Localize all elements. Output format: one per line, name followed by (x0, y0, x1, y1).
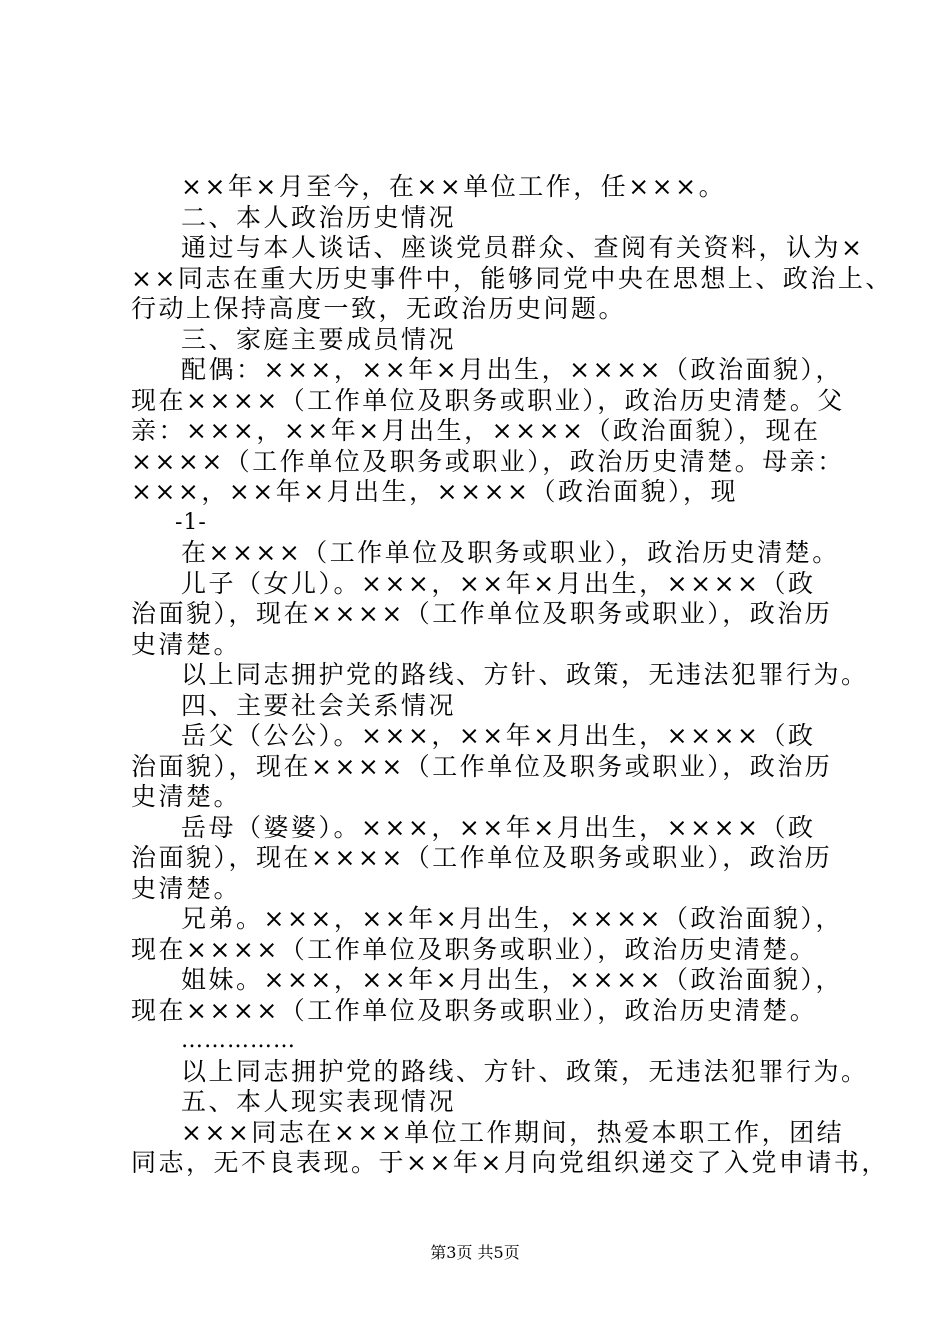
text-line: 儿子（女儿）。×××，××年×月出生，××××（政 (181, 568, 816, 598)
text-line: 现在××××（工作单位及职务或职业），政治历史清楚。父 (131, 385, 845, 415)
text-line: 在××××（工作单位及职务或职业），政治历史清楚。 (181, 538, 840, 567)
text-line: 五、本人现实表现情况 (181, 1087, 457, 1116)
text-line: 以上同志拥护党的路线、方针、政策，无违法犯罪行为。 (181, 1056, 869, 1086)
text-line: 史清楚。 (131, 873, 242, 903)
text-line: 三、家庭主要成员情况 (181, 324, 457, 354)
text-line: 治面貌），现在××××（工作单位及职务或职业），政治历 (131, 751, 833, 781)
text-line: 姐妹。×××，××年×月出生，××××（政治面貌）， (181, 965, 843, 994)
text-line: 四、主要社会关系情况 (181, 690, 457, 720)
text-line: 现在××××（工作单位及职务或职业），政治历史清楚。 (131, 934, 818, 964)
text-line: 二、本人政治历史情况 (181, 202, 457, 232)
page-footer: 第3页 共5页 (430, 1243, 520, 1262)
text-line: 史清楚。 (131, 629, 242, 659)
text-line: 亲：×××，××年×月出生，××××（政治面貌），现在 (131, 416, 821, 445)
text-line: 现在××××（工作单位及职务或职业），政治历史清楚。 (131, 995, 818, 1025)
text-line: 兄弟。×××，××年×月出生，××××（政治面貌）， (181, 904, 843, 933)
text-line: 行动上保持高度一致，无政治历史问题。 (131, 294, 627, 323)
text-line: 配偶：×××，××年×月出生，××××（政治面貌）， (181, 355, 843, 384)
text-line: ××××（工作单位及职务或职业），政治历史清楚。母亲： (131, 446, 845, 476)
text-line: …………… (181, 1028, 296, 1053)
text-line: ××同志在重大历史事件中，能够同党中央在思想上、政治上、 (131, 263, 893, 293)
text-line: 治面貌），现在××××（工作单位及职务或职业），政治历 (131, 843, 833, 872)
text-line: 以上同志拥护党的路线、方针、政策，无违法犯罪行为。 (181, 660, 869, 689)
text-line: 岳父（公公）。×××，××年×月出生，××××（政 (181, 721, 816, 750)
text-line: ××年×月至今，在××单位工作，任×××。 (181, 172, 727, 201)
text-line: 同志，无不良表现。于××年×月向党组织递交了入党申请书， (131, 1148, 889, 1177)
text-line: ×××同志在×××单位工作期间，热爱本职工作，团结 (181, 1117, 845, 1147)
text-line: 通过与本人谈话、座谈党员群众、查阅有关资料，认为× (181, 233, 865, 262)
text-line: 史清楚。 (131, 782, 242, 811)
document-body (131, 172, 893, 1179)
text-line: 治面貌），现在××××（工作单位及职务或职业），政治历 (131, 599, 833, 628)
text-line: 岳母（婆婆）。×××，××年×月出生，××××（政 (181, 812, 816, 842)
page-number-marker: -1- (175, 509, 207, 535)
text-line: ×××，××年×月出生，××××（政治面貌），现 (131, 477, 738, 506)
